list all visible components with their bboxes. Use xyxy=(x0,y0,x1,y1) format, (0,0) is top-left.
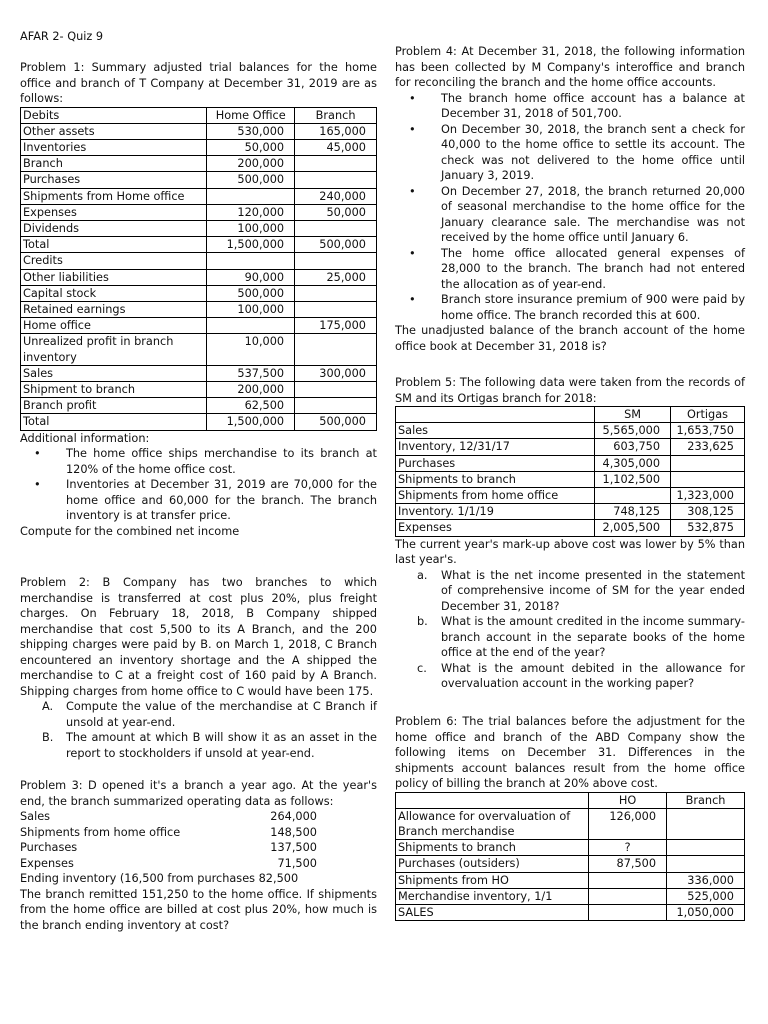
data-row xyxy=(20,809,377,825)
table-cell xyxy=(667,808,745,839)
problem-4-intro: Problem 4: At December 31, 2018, the following information has been collected by M Company's interoffice and branch for reconciling the branch and the home office accounts. xyxy=(395,45,745,89)
list-item xyxy=(395,568,745,615)
table-cell xyxy=(295,301,377,317)
table-row xyxy=(396,488,745,504)
table-cell: Expenses xyxy=(396,520,595,536)
problem-1-intro: Problem 1: Summary adjusted trial balances for the home office and branch of T Company at December 31, 2019 are as follows: xyxy=(20,61,377,105)
problem-6 xyxy=(395,714,745,921)
list-item xyxy=(395,614,745,661)
problem-5-items xyxy=(395,568,745,692)
table-cell: Retained earnings xyxy=(21,301,207,317)
table-cell xyxy=(671,455,745,471)
row-value: 137,500 xyxy=(270,841,317,854)
table-cell xyxy=(595,488,671,504)
table-cell: Purchases (outsiders) xyxy=(396,856,589,872)
table-cell: 100,000 xyxy=(207,301,295,317)
table-row xyxy=(21,123,377,139)
table-row xyxy=(396,888,745,904)
table-cell: Credits xyxy=(21,253,207,269)
table-cell xyxy=(207,253,295,269)
table-cell: 87,500 xyxy=(589,856,667,872)
table-cell: Capital stock xyxy=(21,285,207,301)
table-cell: 530,000 xyxy=(207,123,295,139)
table-row xyxy=(21,220,377,236)
problem-5-table-body xyxy=(396,423,745,536)
table-cell: Expenses xyxy=(21,204,207,220)
table-cell: ? xyxy=(589,840,667,856)
table-cell: 45,000 xyxy=(295,139,377,155)
table-cell: SM xyxy=(595,407,671,423)
table-header-row xyxy=(21,107,377,123)
table-cell: 165,000 xyxy=(295,123,377,139)
table-cell: 2,005,500 xyxy=(595,520,671,536)
ending-inventory-line: Ending inventory (16,500 from purchases 82,500 xyxy=(20,872,299,885)
table-row xyxy=(21,365,377,381)
table-cell: 126,000 xyxy=(589,808,667,839)
table-row xyxy=(396,455,745,471)
table-cell: Home Office xyxy=(207,107,295,123)
row-label: Expenses xyxy=(20,856,74,870)
row-label: Purchases xyxy=(20,841,78,854)
table-cell: 25,000 xyxy=(295,269,377,285)
table-cell: Sales xyxy=(21,365,207,381)
table-row xyxy=(396,471,745,487)
table-cell xyxy=(207,188,295,204)
problem-2 xyxy=(20,575,377,761)
table-row xyxy=(396,904,745,920)
problem-1-bullets xyxy=(20,446,377,524)
table-cell: 525,000 xyxy=(667,888,745,904)
item-marker: A. xyxy=(42,700,54,713)
table-cell xyxy=(295,334,377,365)
table-row xyxy=(21,253,377,269)
table-cell: Shipments to branch xyxy=(396,840,589,856)
table-cell: 500,000 xyxy=(207,285,295,301)
table-cell xyxy=(295,156,377,172)
table-cell: Other assets xyxy=(21,123,207,139)
item-marker: c. xyxy=(417,661,427,675)
table-cell: SALES xyxy=(396,904,589,920)
table-cell: Dividends xyxy=(21,220,207,236)
problem-3-intro: Problem 3: D opened it's a branch a year ago. At the year's end, the branch summarized operating data as follows: xyxy=(20,779,377,808)
table-row xyxy=(396,504,745,520)
table-cell: Ortigas xyxy=(671,407,745,423)
table-cell xyxy=(667,856,745,872)
list-item: • On December 27, 2018, the branch returned 20,000 of seasonal merchandise to the home office for the January clearance sale. The merchandise was not received by the home office until January 6. xyxy=(395,184,745,246)
item-marker: B. xyxy=(42,731,54,744)
table-cell xyxy=(207,318,295,334)
problem-6-table-body xyxy=(396,808,745,920)
table-cell xyxy=(295,172,377,188)
problem-1 xyxy=(20,60,377,539)
table-row xyxy=(21,269,377,285)
problem-2-text: Problem 2: B Company has two branches to which merchandise is transferred at cost plus 20%, plus freight charges. On February 18, 2018, B Company shipped merchandise that cost 5,500 to its A Branch, and the 200 shipping charges were paid by B. on March 1, 2018, C Branch encountered an inventory shortage and the A shipped the merchandise to C at a freight cost of 160 paid by A Branch. Shipping charges from home office to C would have been 175. xyxy=(20,576,377,698)
problem-1-table xyxy=(20,107,377,431)
table-cell xyxy=(295,220,377,236)
table-row xyxy=(396,856,745,872)
table-cell: 200,000 xyxy=(207,381,295,397)
problem-3 xyxy=(20,778,377,933)
data-row xyxy=(20,856,377,872)
table-cell: Shipment to branch xyxy=(21,381,207,397)
table-cell: Total xyxy=(21,237,207,253)
table-row xyxy=(396,423,745,439)
additional-info-label: Additional information: xyxy=(20,431,150,445)
table-cell xyxy=(396,407,595,423)
table-cell: 308,125 xyxy=(671,504,745,520)
table-cell: 500,000 xyxy=(207,172,295,188)
table-cell: 500,000 xyxy=(295,237,377,253)
table-cell: Branch profit xyxy=(21,398,207,414)
item-text: The amount at which B will show it as an asset in the report to stockholders if unsold at year-end. xyxy=(66,731,377,760)
table-cell: 233,625 xyxy=(671,439,745,455)
table-row xyxy=(21,398,377,414)
table-cell xyxy=(396,792,589,808)
list-item: • The home office ships merchandise to its branch at 120% of the home office cost. xyxy=(20,446,377,477)
data-row xyxy=(20,825,377,841)
table-cell: 5,565,000 xyxy=(595,423,671,439)
table-cell: 62,500 xyxy=(207,398,295,414)
table-row xyxy=(396,872,745,888)
table-row xyxy=(21,414,377,430)
table-row xyxy=(21,172,377,188)
item-marker: a. xyxy=(417,568,428,582)
table-cell: 300,000 xyxy=(295,365,377,381)
table-cell: 175,000 xyxy=(295,318,377,334)
list-item: • Inventories at December 31, 2019 are 70,000 for the home office and 60,000 for the branch. The branch inventory is at transfer price. xyxy=(20,477,377,524)
table-cell: 1,500,000 xyxy=(207,237,295,253)
table-cell: Allowance for overvaluation of Branch merchandise xyxy=(396,808,589,839)
row-value: 71,500 xyxy=(277,856,317,870)
item-text: Compute the value of the merchandise at C Branch if unsold at year-end. xyxy=(66,700,377,729)
table-cell: Debits xyxy=(21,107,207,123)
row-label: Sales xyxy=(20,810,51,823)
table-cell: 200,000 xyxy=(207,156,295,172)
problem-5 xyxy=(395,375,745,692)
table-cell: 1,653,750 xyxy=(671,423,745,439)
problem-5-intro: Problem 5: The following data were taken from the records of SM and its Ortigas branch for 2018: xyxy=(395,376,745,405)
table-cell: Unrealized profit in branch inventory xyxy=(21,334,207,365)
table-cell: Shipments from HO xyxy=(396,872,589,888)
table-row xyxy=(396,808,745,839)
problem-5-note: The current year's mark-up above cost was lower by 5% than last year's. xyxy=(395,537,745,567)
row-value: 148,500 xyxy=(270,825,317,839)
table-header-row xyxy=(396,792,745,808)
table-cell: Other liabilities xyxy=(21,269,207,285)
table-cell: 1,102,500 xyxy=(595,471,671,487)
list-item xyxy=(20,699,377,730)
table-cell: Shipments to branch xyxy=(396,471,595,487)
table-cell: 50,000 xyxy=(207,139,295,155)
table-cell: 1,323,000 xyxy=(671,488,745,504)
table-cell: 1,500,000 xyxy=(207,414,295,430)
table-cell: 336,000 xyxy=(667,872,745,888)
table-row xyxy=(21,188,377,204)
problem-4-bullets xyxy=(395,91,745,324)
list-item: • Branch store insurance premium of 900 were paid by home office. The branch recorded this at 600. xyxy=(395,292,745,323)
problem-5-table xyxy=(395,406,745,537)
item-text: What is the net income presented in the statement of comprehensive income of SM for the year ended December 31, 2018? xyxy=(441,568,745,613)
table-cell: Total xyxy=(21,414,207,430)
problem-6-intro: Problem 6: The trial balances before the adjustment for the home office and branch of the ABD Company show the following items on December 31. Differences in the shipments account balances result from the home office policy of billing the branch at 20% above cost. xyxy=(395,715,745,790)
list-item: • The home office allocated general expenses of 28,000 to the branch. The branch had not entered the allocation as of year-end. xyxy=(395,246,745,293)
table-cell xyxy=(295,285,377,301)
table-cell: Home office xyxy=(21,318,207,334)
table-cell: Branch xyxy=(667,792,745,808)
table-row xyxy=(396,520,745,536)
table-row xyxy=(21,204,377,220)
table-cell: Inventory. 1/1/19 xyxy=(396,504,595,520)
list-item: • On December 30, 2018, the branch sent a check for 40,000 to the home office to settle its account. The check was not delivered to the home office until January 3, 2019. xyxy=(395,122,745,184)
table-row xyxy=(21,334,377,365)
table-cell xyxy=(667,840,745,856)
problem-4 xyxy=(395,44,745,354)
table-cell: 90,000 xyxy=(207,269,295,285)
table-cell: 50,000 xyxy=(295,204,377,220)
table-row xyxy=(396,840,745,856)
row-value: 264,000 xyxy=(270,810,317,823)
table-row xyxy=(21,381,377,397)
table-cell xyxy=(295,381,377,397)
table-cell: Purchases xyxy=(21,172,207,188)
item-text: What is the amount debited in the allowance for overvaluation account in the working paper? xyxy=(441,661,745,691)
table-cell: 537,500 xyxy=(207,365,295,381)
item-marker: b. xyxy=(417,615,428,629)
table-cell: 748,125 xyxy=(595,504,671,520)
page-title: AFAR 2- Quiz 9 xyxy=(20,30,104,43)
table-row xyxy=(21,237,377,253)
row-label: Shipments from home office xyxy=(20,825,181,839)
problem-1-question: Compute for the combined net income xyxy=(20,524,240,538)
table-row xyxy=(21,301,377,317)
problem-3-question: The branch remitted 151,250 to the home office. If shipments from the home office are billed at cost plus 20%, how much is the branch ending inventory at cost? xyxy=(20,887,377,932)
table-cell: Sales xyxy=(396,423,595,439)
data-row xyxy=(20,840,377,856)
table-row xyxy=(21,139,377,155)
table-cell: 4,305,000 xyxy=(595,455,671,471)
table-cell: 1,050,000 xyxy=(667,904,745,920)
table-cell: 100,000 xyxy=(207,220,295,236)
problem-1-table-body xyxy=(21,123,377,430)
table-cell: Purchases xyxy=(396,455,595,471)
table-cell: Shipments from home office xyxy=(396,488,595,504)
table-cell xyxy=(589,904,667,920)
list-item: • The branch home office account has a balance at December 31, 2018 of 501,700. xyxy=(395,91,745,122)
item-text: What is the amount credited in the income summary-branch account in the separate books of the home office at the end of the year? xyxy=(441,615,745,660)
table-row xyxy=(396,439,745,455)
table-cell: 10,000 xyxy=(207,334,295,365)
table-header-row xyxy=(396,407,745,423)
table-cell xyxy=(295,398,377,414)
table-cell: HO xyxy=(589,792,667,808)
table-cell: Merchandise inventory, 1/1 xyxy=(396,888,589,904)
table-cell: 120,000 xyxy=(207,204,295,220)
table-cell: 532,875 xyxy=(671,520,745,536)
problem-6-table xyxy=(395,792,745,922)
list-item xyxy=(395,661,745,692)
table-cell: Inventories xyxy=(21,139,207,155)
table-cell: Inventory, 12/31/17 xyxy=(396,439,595,455)
problem-4-question: The unadjusted balance of the branch account of the home office book at December 31, 2018 is? xyxy=(395,324,745,353)
table-cell xyxy=(589,888,667,904)
table-cell: 500,000 xyxy=(295,414,377,430)
table-cell: Branch xyxy=(295,107,377,123)
table-row xyxy=(21,318,377,334)
table-cell xyxy=(671,471,745,487)
table-cell: 603,750 xyxy=(595,439,671,455)
table-cell: Branch xyxy=(21,156,207,172)
table-cell xyxy=(295,253,377,269)
table-row xyxy=(21,285,377,301)
table-cell xyxy=(589,872,667,888)
list-item xyxy=(20,730,377,761)
problem-2-items xyxy=(20,699,377,761)
table-cell: Shipments from Home office xyxy=(21,188,207,204)
table-cell: 240,000 xyxy=(295,188,377,204)
table-row xyxy=(21,156,377,172)
